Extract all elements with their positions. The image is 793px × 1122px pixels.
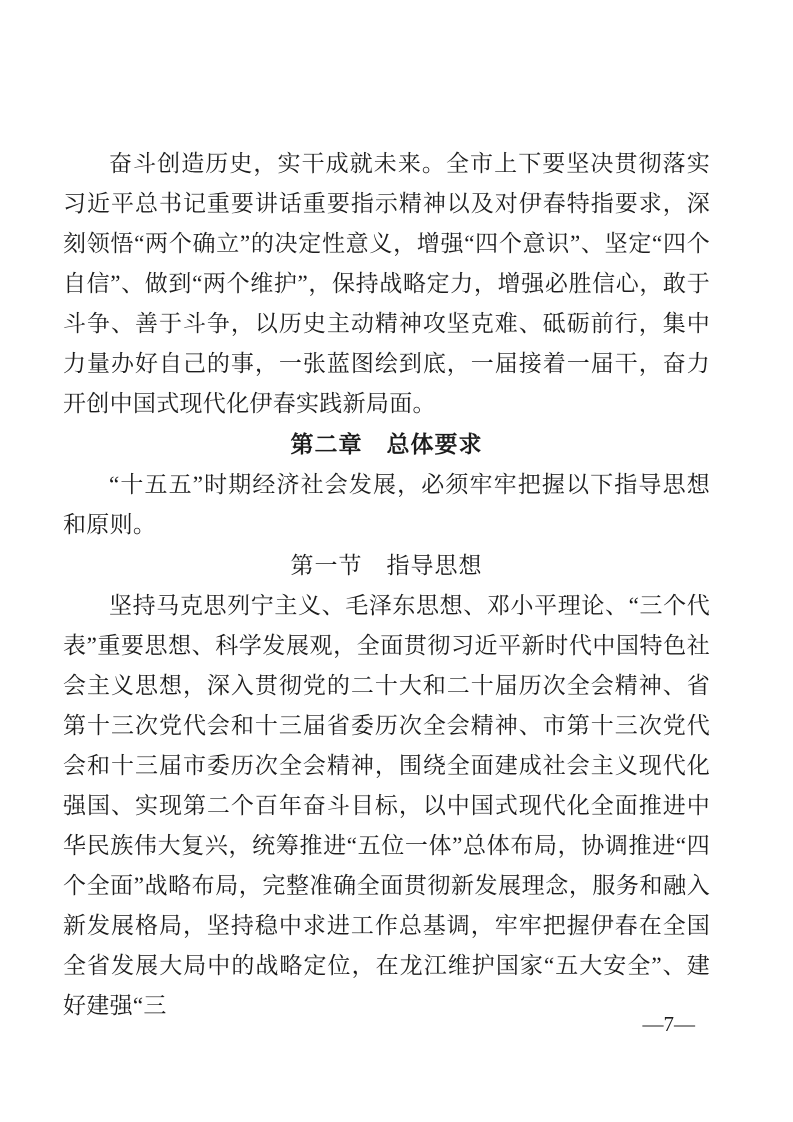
paragraph-chapter-intro: “十五五”时期经济社会发展，必须牢牢把握以下指导思想和原则。 — [63, 472, 710, 537]
page-number: —7— — [642, 1012, 695, 1036]
section-heading: 第一节 指导思想 — [290, 553, 483, 578]
paragraph-closing-remarks: 奋斗创造历史，实干成就未来。全市上下要坚决贯彻落实习近平总书记重要讲话重要指示精神以及对伊春特指要求，深刻领悟“两个确立”的决定性意义，增强“四个意识”、坚定“四个自信”、做到“两个维护”，保持战略定力，增强必胜信心，敢于斗争、善于斗争，以历史主动精神攻坚克难、砥砺前行，集中力量办好自己的事，一张蓝图绘到底，一届接着一届干，奋力开创中国式现代化伊春实践新局面。 — [63, 151, 710, 416]
chapter-heading: 第二章 总体要求 — [290, 432, 483, 457]
paragraph-guiding-ideology: 坚持马克思列宁主义、毛泽东思想、邓小平理论、“三个代表”重要思想、科学发展观，全面贯彻习近平新时代中国特色社会主义思想，深入贯彻党的二十大和二十届历次全会精神、省第十三次党代会和十三届省委历次全会精神、市第十三次党代会和十三届市委历次全会精神，围绕全面建成社会主义现代化强国、实现第二个百年奋斗目标，以中国式现代化全面推进中华民族伟大复兴，统筹推进“五位一体”总体布局，协调推进“四个全面”战略布局，完整准确全面贯彻新发展理念，服务和融入新发展格局，坚持稳中求进工作总基调，牢牢把握伊春在全国全省发展大局中的战略定位，在龙江维护国家“五大安全”、建好建强“三 — [63, 593, 710, 1018]
page-content — [63, 144, 710, 1026]
